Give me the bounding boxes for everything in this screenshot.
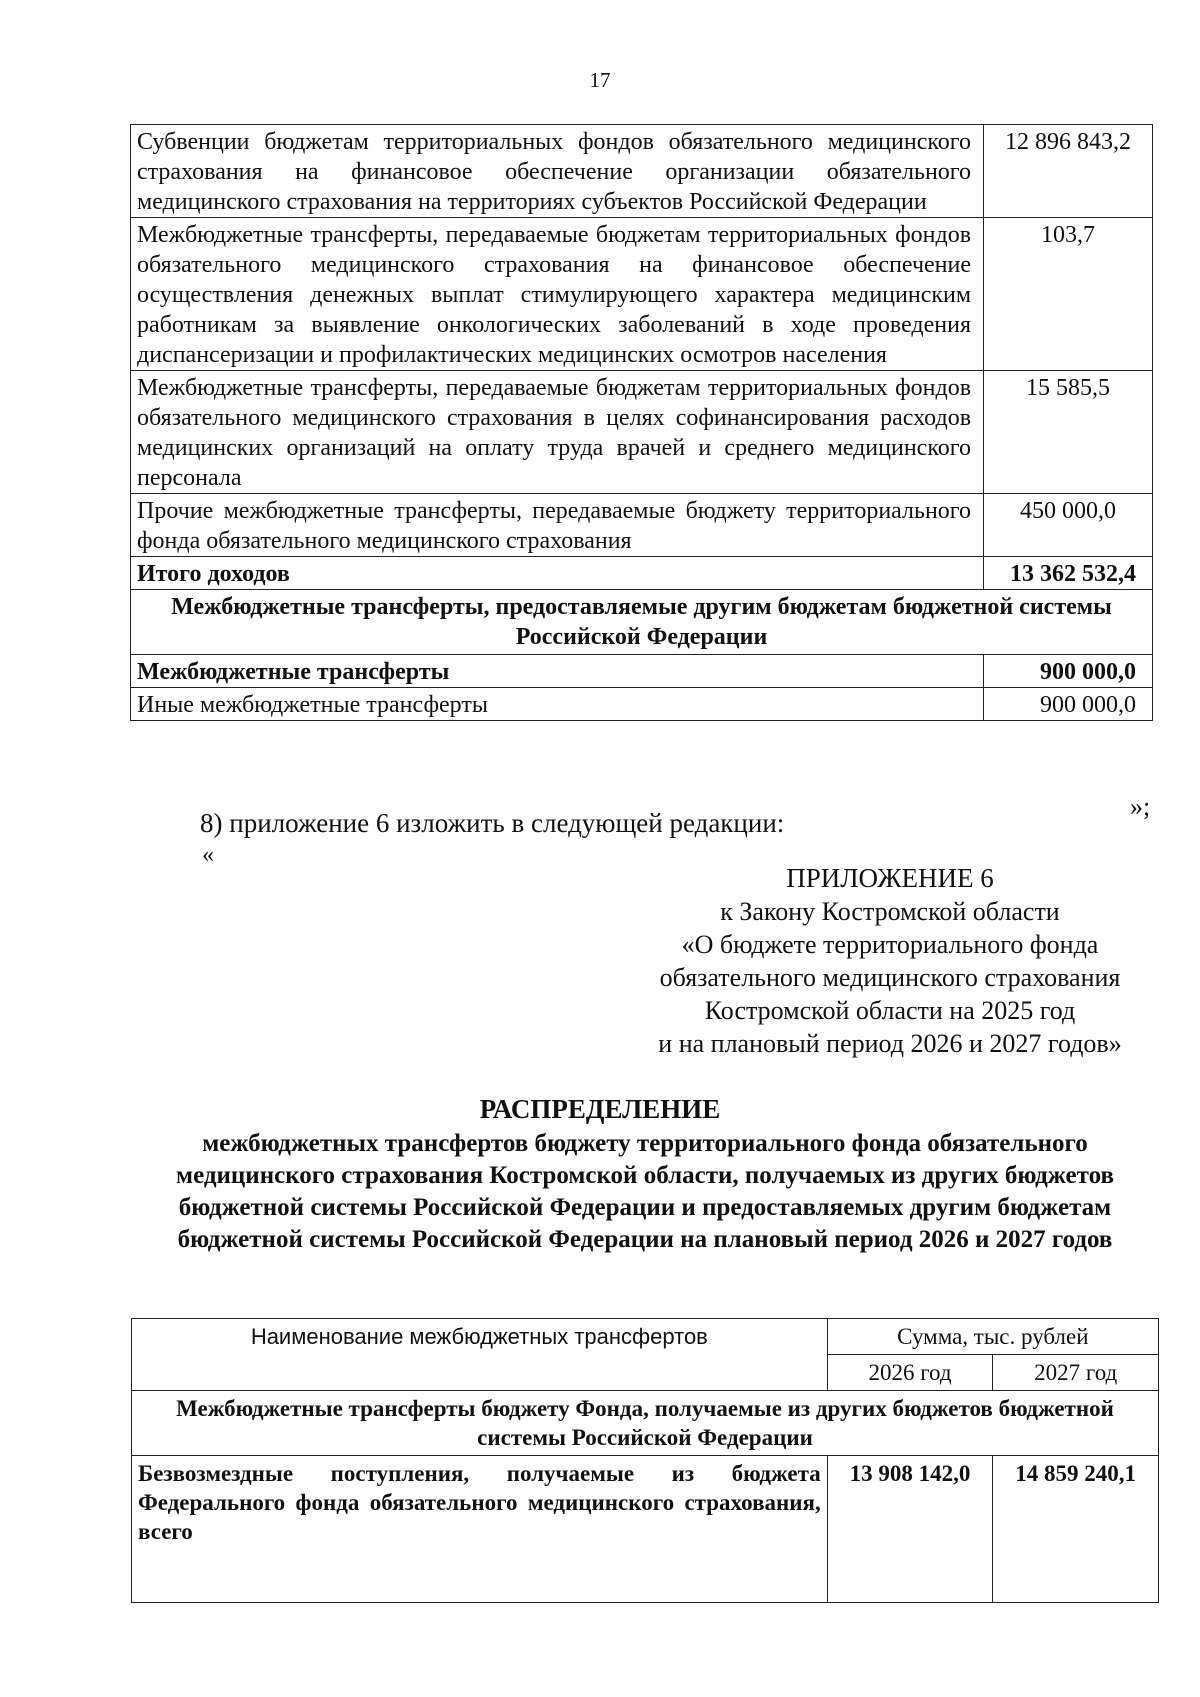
section-heading: Межбюджетные трансферты, предоставляемые другим бюджетам бюджетной системы Российской Федерации [131, 590, 1153, 655]
appendix-header [610, 862, 1170, 1060]
table-row [131, 494, 1153, 557]
section-heading: Межбюджетные трансферты бюджету Фонда, получаемые из других бюджетов бюджетной системы Российской Федерации [132, 1391, 1159, 1456]
opening-quote: « [202, 842, 214, 868]
distribution-table [131, 1318, 1159, 1603]
appendix-title: ПРИЛОЖЕНИЕ 6 [786, 863, 994, 893]
distribution-subtitle: межбюджетных трансфертов бюджету территориального фонда обязательного медицинского страхования Костромской области, получаемых из других бюджетов бюджетной системы Российской Федерации и предоставляемых другим бюджетам бюджетной системы Российской Федерации на плановый период 2026 и 2027 годов [176, 1130, 1114, 1253]
row-name: Межбюджетные трансферты, передаваемые бюджетам территориальных фондов обязательного медицинского страхования на финансовое обеспечение осуществления денежных выплат стимулирующего характера медицинским работникам за выявление онкологических заболеваний в ходе проведения диспансеризации и профилактических медицинских осмотров населения [131, 218, 984, 371]
row-2027-amount: 14 859 240,1 [993, 1456, 1159, 1603]
total-label: Итого доходов [131, 557, 984, 590]
table-row [132, 1456, 1159, 1603]
header-year-2026: 2026 год [827, 1355, 993, 1391]
row-name: Безвозмездные поступления, получаемые из бюджета Федерального фонда обязательного медицинского страхования, всего [132, 1456, 828, 1603]
appendix-line: «О бюджете территориального фонда [681, 930, 1099, 959]
page-number: 17 [589, 68, 611, 92]
header-row [132, 1319, 1159, 1355]
header-sum: Сумма, тыс. рублей [827, 1319, 1158, 1355]
table-row [131, 218, 1153, 371]
section-heading-row [131, 590, 1153, 655]
table-row [131, 371, 1153, 494]
total-row [131, 557, 1153, 590]
appendix-line: Костромской области на 2025 год [704, 996, 1076, 1025]
header-year-2027: 2027 год [993, 1355, 1159, 1391]
appendix-line: и на плановый период 2026 и 2027 годов» [658, 1029, 1122, 1058]
row-name: Прочие межбюджетные трансферты, передаваемые бюджету территориального фонда обязательного медицинского страхования [131, 494, 984, 557]
appendix-line: обязательного медицинского страхования [659, 963, 1121, 992]
transfers-row [131, 655, 1153, 688]
income-table [130, 124, 1153, 721]
row-name: Межбюджетные трансферты, передаваемые бюджетам территориальных фондов обязательного медицинского страхования в целях софинансирования расходов медицинских организаций на оплату труда врачей и среднего медицинского персонала [131, 371, 984, 494]
distribution-title: РАСПРЕДЕЛЕНИЕ [479, 1094, 721, 1124]
closing-quote: »; [1130, 792, 1151, 821]
table-row [131, 125, 1153, 218]
row-name: Субвенции бюджетам территориальных фондов обязательного медицинского страхования на финансовое обеспечение организации обязательного медицинского страхования на территориях субъектов Российской Федерации [131, 125, 984, 218]
total-amount: 13 362 532,4 [984, 557, 1153, 590]
row-amount: 15 585,5 [984, 371, 1153, 494]
row-amount: 12 896 843,2 [984, 125, 1153, 218]
row-2026-amount: 13 908 142,0 [827, 1456, 993, 1603]
transfers-amount: 900 000,0 [984, 655, 1153, 688]
appendix-line: к Закону Костромской области [720, 897, 1060, 926]
other-transfers-label: Иные межбюджетные трансферты [131, 688, 984, 721]
transfers-label: Межбюджетные трансферты [131, 655, 984, 688]
row-amount: 103,7 [984, 218, 1153, 371]
section-row [132, 1391, 1159, 1456]
amendment-text: 8) приложение 6 изложить в следующей редакции: [200, 808, 785, 838]
row-amount: 450 000,0 [984, 494, 1153, 557]
table-row [131, 688, 1153, 721]
header-name: Наименование межбюджетных трансфертов [132, 1319, 828, 1391]
other-transfers-amount: 900 000,0 [984, 688, 1153, 721]
